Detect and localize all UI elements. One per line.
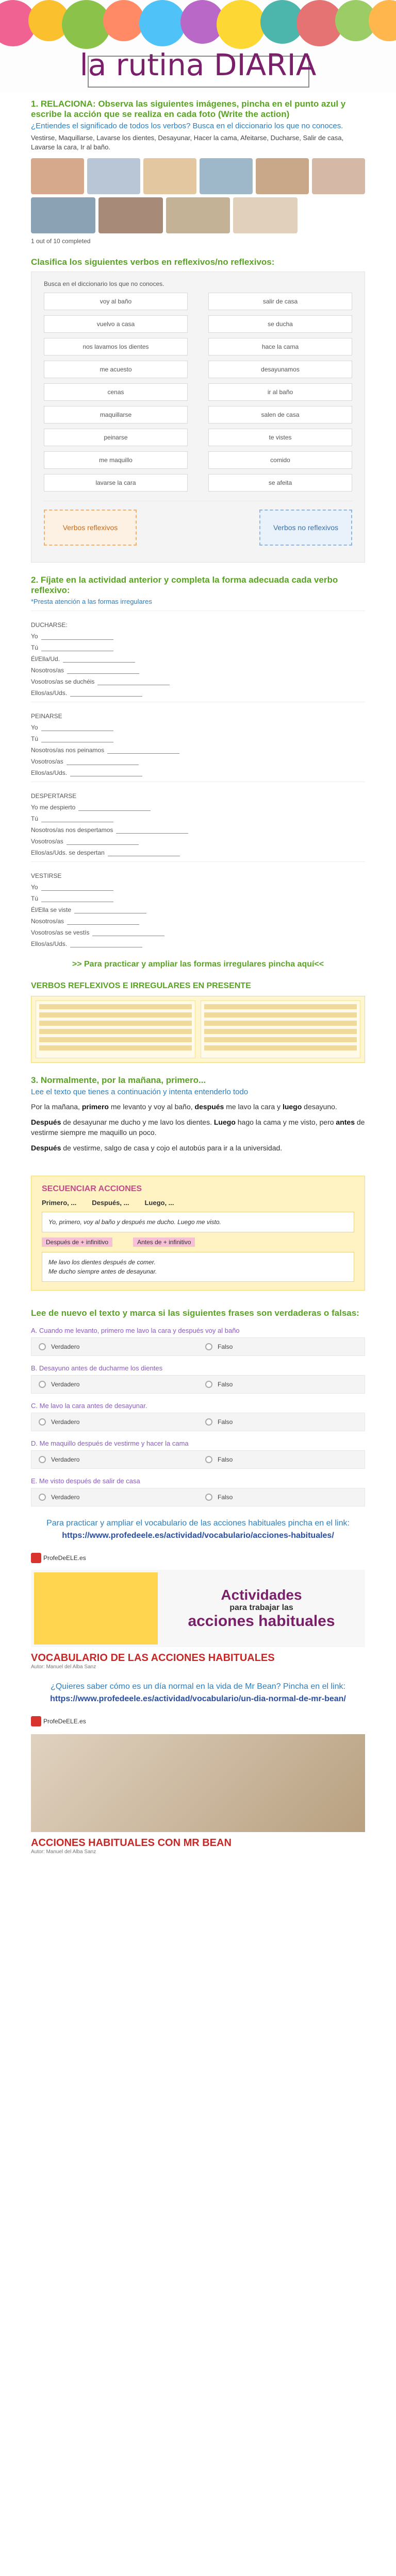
conjugation-line: Yo bbox=[31, 884, 365, 891]
draggable-verb[interactable]: vuelvo a casa bbox=[44, 315, 188, 333]
conjugation-line: Tú bbox=[31, 735, 365, 742]
radio-icon[interactable] bbox=[39, 1494, 46, 1501]
false-option[interactable]: Falso bbox=[198, 1488, 365, 1506]
conjugation-line: Vosotros/as se duchéis bbox=[31, 678, 365, 685]
verbos-table-section bbox=[0, 975, 396, 1069]
promo-1 bbox=[0, 1547, 396, 1676]
photo-4[interactable] bbox=[200, 158, 253, 194]
draggable-verb[interactable]: te vistes bbox=[208, 429, 352, 446]
conjugation-block bbox=[31, 702, 365, 776]
radio-icon[interactable] bbox=[205, 1456, 212, 1463]
conjugation-line: Nosotros/as bbox=[31, 918, 365, 925]
drop-zones bbox=[44, 501, 352, 554]
activity-1 bbox=[0, 93, 396, 251]
photo-5[interactable] bbox=[256, 158, 309, 194]
radio-icon[interactable] bbox=[205, 1343, 212, 1350]
draggable-verb[interactable]: maquillarse bbox=[44, 406, 188, 423]
conjugation-input[interactable] bbox=[74, 906, 146, 913]
conjugation-line: Vosotros/as se vestís bbox=[31, 929, 365, 936]
true-option[interactable]: Verdadero bbox=[31, 1413, 198, 1431]
reading-paragraph-2: Después de desayunar me ducho y me lavo los dientes. Luego hago la cama y me visto, pero antes de vestirme siempre me maquillo un poco. bbox=[31, 1118, 365, 1137]
draggable-verb[interactable]: hace la cama bbox=[208, 338, 352, 355]
conjugation-verb: VESTIRSE bbox=[31, 872, 62, 879]
conjugation-block bbox=[31, 782, 365, 856]
practice-link-1[interactable]: >> Para practicar y ampliar las formas irregulares pincha aquí<< bbox=[72, 960, 324, 969]
image-grid-row-2 bbox=[31, 197, 365, 233]
draggable-verb[interactable]: comido bbox=[208, 451, 352, 469]
radio-icon[interactable] bbox=[205, 1494, 212, 1501]
conjugation-input[interactable] bbox=[70, 689, 142, 697]
conjugation-input[interactable] bbox=[108, 849, 180, 856]
false-option[interactable]: Falso bbox=[198, 1376, 365, 1393]
conjugation-line: Nosotros/as nos peinamos bbox=[31, 747, 365, 754]
promo-1-illustration bbox=[34, 1572, 158, 1645]
draggable-verb[interactable]: me maquillo bbox=[44, 451, 188, 469]
practice-2-link[interactable]: https://www.profedeele.es/actividad/vocabulario/acciones-habituales/ bbox=[62, 1531, 334, 1540]
conjugation-input[interactable] bbox=[41, 724, 113, 731]
verbos-title: VERBOS REFLEXIVOS E IRREGULARES EN PRESENTE bbox=[31, 981, 251, 990]
conjugation-verb: DUCHARSE: bbox=[31, 621, 68, 629]
completion-status: 1 out of 10 completed bbox=[31, 238, 91, 245]
conjugation-input[interactable] bbox=[107, 747, 179, 754]
conjugation-line: Vosotros/as bbox=[31, 838, 365, 845]
conjugation-input[interactable] bbox=[70, 769, 142, 776]
true-option[interactable]: Verdadero bbox=[31, 1338, 198, 1355]
true-option[interactable]: Verdadero bbox=[31, 1376, 198, 1393]
conjugation-line: Él/Ella/Ud. bbox=[31, 655, 365, 663]
conjugation-line: Ellos/as/Uds. bbox=[31, 689, 365, 697]
mr-bean-image[interactable] bbox=[31, 1734, 365, 1832]
dropzone-reflexive[interactable]: Verbos reflexivos bbox=[44, 510, 137, 546]
false-option[interactable]: Falso bbox=[198, 1338, 365, 1355]
conjugation-line: Ellos/as/Uds. bbox=[31, 940, 365, 947]
activity-5 bbox=[0, 1302, 396, 1513]
conjugation-input[interactable] bbox=[97, 678, 170, 685]
activity-1-subtitle: ¿Entiendes el significado de todos los verbos? Busca en el diccionario los que no conoces. bbox=[31, 122, 343, 130]
tag-antes-de: Antes de + infinitivo bbox=[133, 1238, 195, 1247]
radio-icon[interactable] bbox=[205, 1381, 212, 1388]
profedeele-logo-2: ProfeDeELE.es bbox=[31, 1716, 86, 1726]
activity-1-title: 1. RELACIONA: Observa las siguientes imágenes, pincha en el punto azul y escribe la acción que se realiza en cada foto (Write the action) bbox=[31, 99, 346, 119]
draggable-verb[interactable]: ir al baño bbox=[208, 383, 352, 401]
conjugation-line: Tú bbox=[31, 644, 365, 651]
activity-4 bbox=[0, 1069, 396, 1164]
conjugation-line: Yo me despierto bbox=[31, 804, 365, 811]
activity-3 bbox=[0, 569, 396, 954]
conjugation-blocks bbox=[31, 611, 365, 947]
activity-3-hint: *Presta atención a las formas irregulares bbox=[31, 598, 152, 605]
radio-icon[interactable] bbox=[39, 1343, 46, 1350]
photo-6[interactable] bbox=[312, 158, 365, 194]
verbos-table-image bbox=[31, 996, 365, 1063]
radio-icon[interactable] bbox=[39, 1381, 46, 1388]
sequence-example-2: Me lavo los dientes después de comer. Me ducho siempre antes de desayunar. bbox=[42, 1252, 354, 1282]
photo-3[interactable] bbox=[143, 158, 196, 194]
conjugation-line: Ellos/as/Uds. bbox=[31, 769, 365, 776]
conjugation-line: Él/Ella se viste bbox=[31, 906, 365, 913]
conjugation-input[interactable] bbox=[41, 735, 113, 742]
logo-mark-icon bbox=[31, 1553, 41, 1563]
conjugation-block bbox=[31, 611, 365, 697]
sequence-title: SECUENCIAR ACCIONES bbox=[42, 1184, 142, 1193]
conjugation-line: Ellos/as/Uds. se despertan bbox=[31, 849, 365, 856]
tf-question: A. Cuando me levanto, primero me lavo la cara y después voy al baño Verdadero Falso bbox=[31, 1327, 365, 1356]
photo-2[interactable] bbox=[87, 158, 140, 194]
conjugation-input[interactable] bbox=[78, 804, 151, 811]
false-option[interactable]: Falso bbox=[198, 1413, 365, 1431]
conjugation-input[interactable] bbox=[116, 826, 188, 834]
radio-icon[interactable] bbox=[39, 1418, 46, 1426]
promo-1-title[interactable]: VOCABULARIO DE LAS ACCIONES HABITUALES bbox=[31, 1652, 275, 1664]
sequence-example-1: Yo, primero, voy al baño y después me ducho. Luego me visto. bbox=[42, 1212, 354, 1232]
tag-despues-de: Después de + infinitivo bbox=[42, 1238, 112, 1247]
classify-box bbox=[31, 272, 365, 563]
page-title: la rutina DIARIA bbox=[79, 47, 317, 82]
true-false-questions bbox=[31, 1327, 365, 1506]
promo-2 bbox=[0, 1710, 396, 1861]
tf-question: D. Me maquillo después de vestirme y hacer la cama Verdadero Falso bbox=[31, 1439, 365, 1469]
activity-3-title: 2. Fíjate en la actividad anterior y completa la forma adecuada cada verbo reflexivo: bbox=[31, 575, 338, 595]
activity-2 bbox=[0, 251, 396, 569]
activity-1-verbs: Vestirse, Maquillarse, Lavarse los dientes, Desayunar, Hacer la cama, Afeitarse, Ducharse, Salir de casa, Lavarse la cara, Ir al baño. bbox=[31, 134, 344, 151]
conjugation-input[interactable] bbox=[63, 655, 135, 663]
conjugation-input[interactable] bbox=[41, 633, 113, 640]
practice-3-section bbox=[0, 1676, 396, 1710]
tf-question: C. Me lavo la cara antes de desayunar. Verdadero Falso bbox=[31, 1402, 365, 1431]
conjugation-line: Vosotros/as bbox=[31, 758, 365, 765]
conjugation-verb: DESPERTARSE bbox=[31, 792, 77, 800]
profedeele-logo: ProfeDeELE.es bbox=[31, 1553, 86, 1563]
conjugation-input[interactable] bbox=[41, 884, 113, 891]
conjugation-line: Nosotros/as bbox=[31, 667, 365, 674]
activity-5-title: Lee de nuevo el texto y marca si las siguientes frases son verdaderas o falsas: bbox=[31, 1308, 359, 1318]
practice-3-text: ¿Quieres saber cómo es un día normal en la vida de Mr Bean? Pincha en el link: bbox=[51, 1682, 345, 1691]
photo-10[interactable] bbox=[233, 197, 298, 233]
practice-2-section bbox=[0, 1513, 396, 1547]
practice-2-text: Para practicar y ampliar el vocabulario de las acciones habituales pincha en el link: bbox=[46, 1519, 350, 1528]
conjugation-line: Yo bbox=[31, 724, 365, 731]
verb-grid bbox=[44, 293, 352, 492]
false-option[interactable]: Falso bbox=[198, 1451, 365, 1468]
practice-3-link[interactable]: https://www.profedeele.es/actividad/vocabulario/un-dia-normal-de-mr-bean/ bbox=[50, 1694, 346, 1703]
conjugation-input[interactable] bbox=[67, 758, 139, 765]
draggable-verb[interactable]: se afeita bbox=[208, 474, 352, 492]
tf-question: E. Me visto después de salir de casa Verdadero Falso bbox=[31, 1477, 365, 1506]
conjugation-line: Tú bbox=[31, 815, 365, 822]
promo-1-image[interactable]: Actividades para trabajar las acciones habituales bbox=[31, 1570, 365, 1647]
practice-link-1-section bbox=[0, 954, 396, 975]
photo-7[interactable] bbox=[31, 197, 95, 233]
draggable-verb[interactable]: voy al baño bbox=[44, 293, 188, 310]
draggable-verb[interactable]: peinarse bbox=[44, 429, 188, 446]
activity-4-title: 3. Normalmente, por la mañana, primero... bbox=[31, 1075, 206, 1085]
activity-2-title: Clasifica los siguientes verbos en reflexivos/no reflexivos: bbox=[31, 257, 275, 267]
radio-icon[interactable] bbox=[205, 1418, 212, 1426]
true-option[interactable]: Verdadero bbox=[31, 1488, 198, 1506]
conjugation-verb: PEINARSE bbox=[31, 713, 62, 720]
conjugation-input[interactable] bbox=[41, 644, 113, 651]
true-option[interactable]: Verdadero bbox=[31, 1451, 198, 1468]
radio-icon[interactable] bbox=[39, 1456, 46, 1463]
draggable-verb[interactable]: nos lavamos los dientes bbox=[44, 338, 188, 355]
draggable-verb[interactable]: desayunamos bbox=[208, 361, 352, 378]
promo-2-title[interactable]: ACCIONES HABITUALES CON MR BEAN bbox=[31, 1837, 232, 1849]
conjugation-input[interactable] bbox=[67, 838, 139, 845]
draggable-verb[interactable]: salir de casa bbox=[208, 293, 352, 310]
promo-1-credit: Autor: Manuel del Alba Sanz bbox=[31, 1664, 96, 1670]
reading-paragraph-1: Por la mañana, primero me levanto y voy al baño, después me lavo la cara y luego desayuno. bbox=[31, 1103, 337, 1111]
sequence-section bbox=[0, 1164, 396, 1302]
promo-2-credit: Autor: Manuel del Alba Sanz bbox=[31, 1849, 96, 1855]
conjugation-line: Yo bbox=[31, 633, 365, 640]
photo-1[interactable] bbox=[31, 158, 84, 194]
header-banner bbox=[0, 0, 396, 93]
draggable-verb[interactable]: salen de casa bbox=[208, 406, 352, 423]
draggable-verb[interactable]: se ducha bbox=[208, 315, 352, 333]
activity-4-subtitle: Lee el texto que tienes a continuación y intenta entenderlo todo bbox=[31, 1088, 249, 1096]
sequence-box bbox=[31, 1176, 365, 1291]
reading-paragraph-3: Después de vestirme, salgo de casa y cojo el autobús para ir a la universidad. bbox=[31, 1144, 283, 1152]
tf-question: B. Desayuno antes de ducharme los dientes Verdadero Falso bbox=[31, 1364, 365, 1394]
sequence-row: Primero, ... Después, ... Luego, ... bbox=[42, 1199, 174, 1207]
draggable-verb[interactable]: cenas bbox=[44, 383, 188, 401]
dropzone-non-reflexive[interactable]: Verbos no reflexivos bbox=[259, 510, 352, 546]
photo-8[interactable] bbox=[98, 197, 163, 233]
conjugation-block bbox=[31, 861, 365, 947]
draggable-verb[interactable]: lavarse la cara bbox=[44, 474, 188, 492]
image-grid bbox=[31, 158, 365, 194]
conjugation-input[interactable] bbox=[92, 929, 164, 936]
conjugation-input[interactable] bbox=[70, 940, 142, 947]
photo-9[interactable] bbox=[166, 197, 230, 233]
conjugation-input[interactable] bbox=[67, 667, 139, 674]
conjugation-input[interactable] bbox=[41, 895, 113, 902]
conjugation-line: Tú bbox=[31, 895, 365, 902]
classify-hint: Busca en el diccionario los que no conoces. bbox=[44, 280, 164, 287]
conjugation-input[interactable] bbox=[67, 918, 139, 925]
logo-mark-icon bbox=[31, 1716, 41, 1726]
draggable-verb[interactable]: me acuesto bbox=[44, 361, 188, 378]
conjugation-line: Nosotros/as nos despertamos bbox=[31, 826, 365, 834]
conjugation-input[interactable] bbox=[41, 815, 113, 822]
